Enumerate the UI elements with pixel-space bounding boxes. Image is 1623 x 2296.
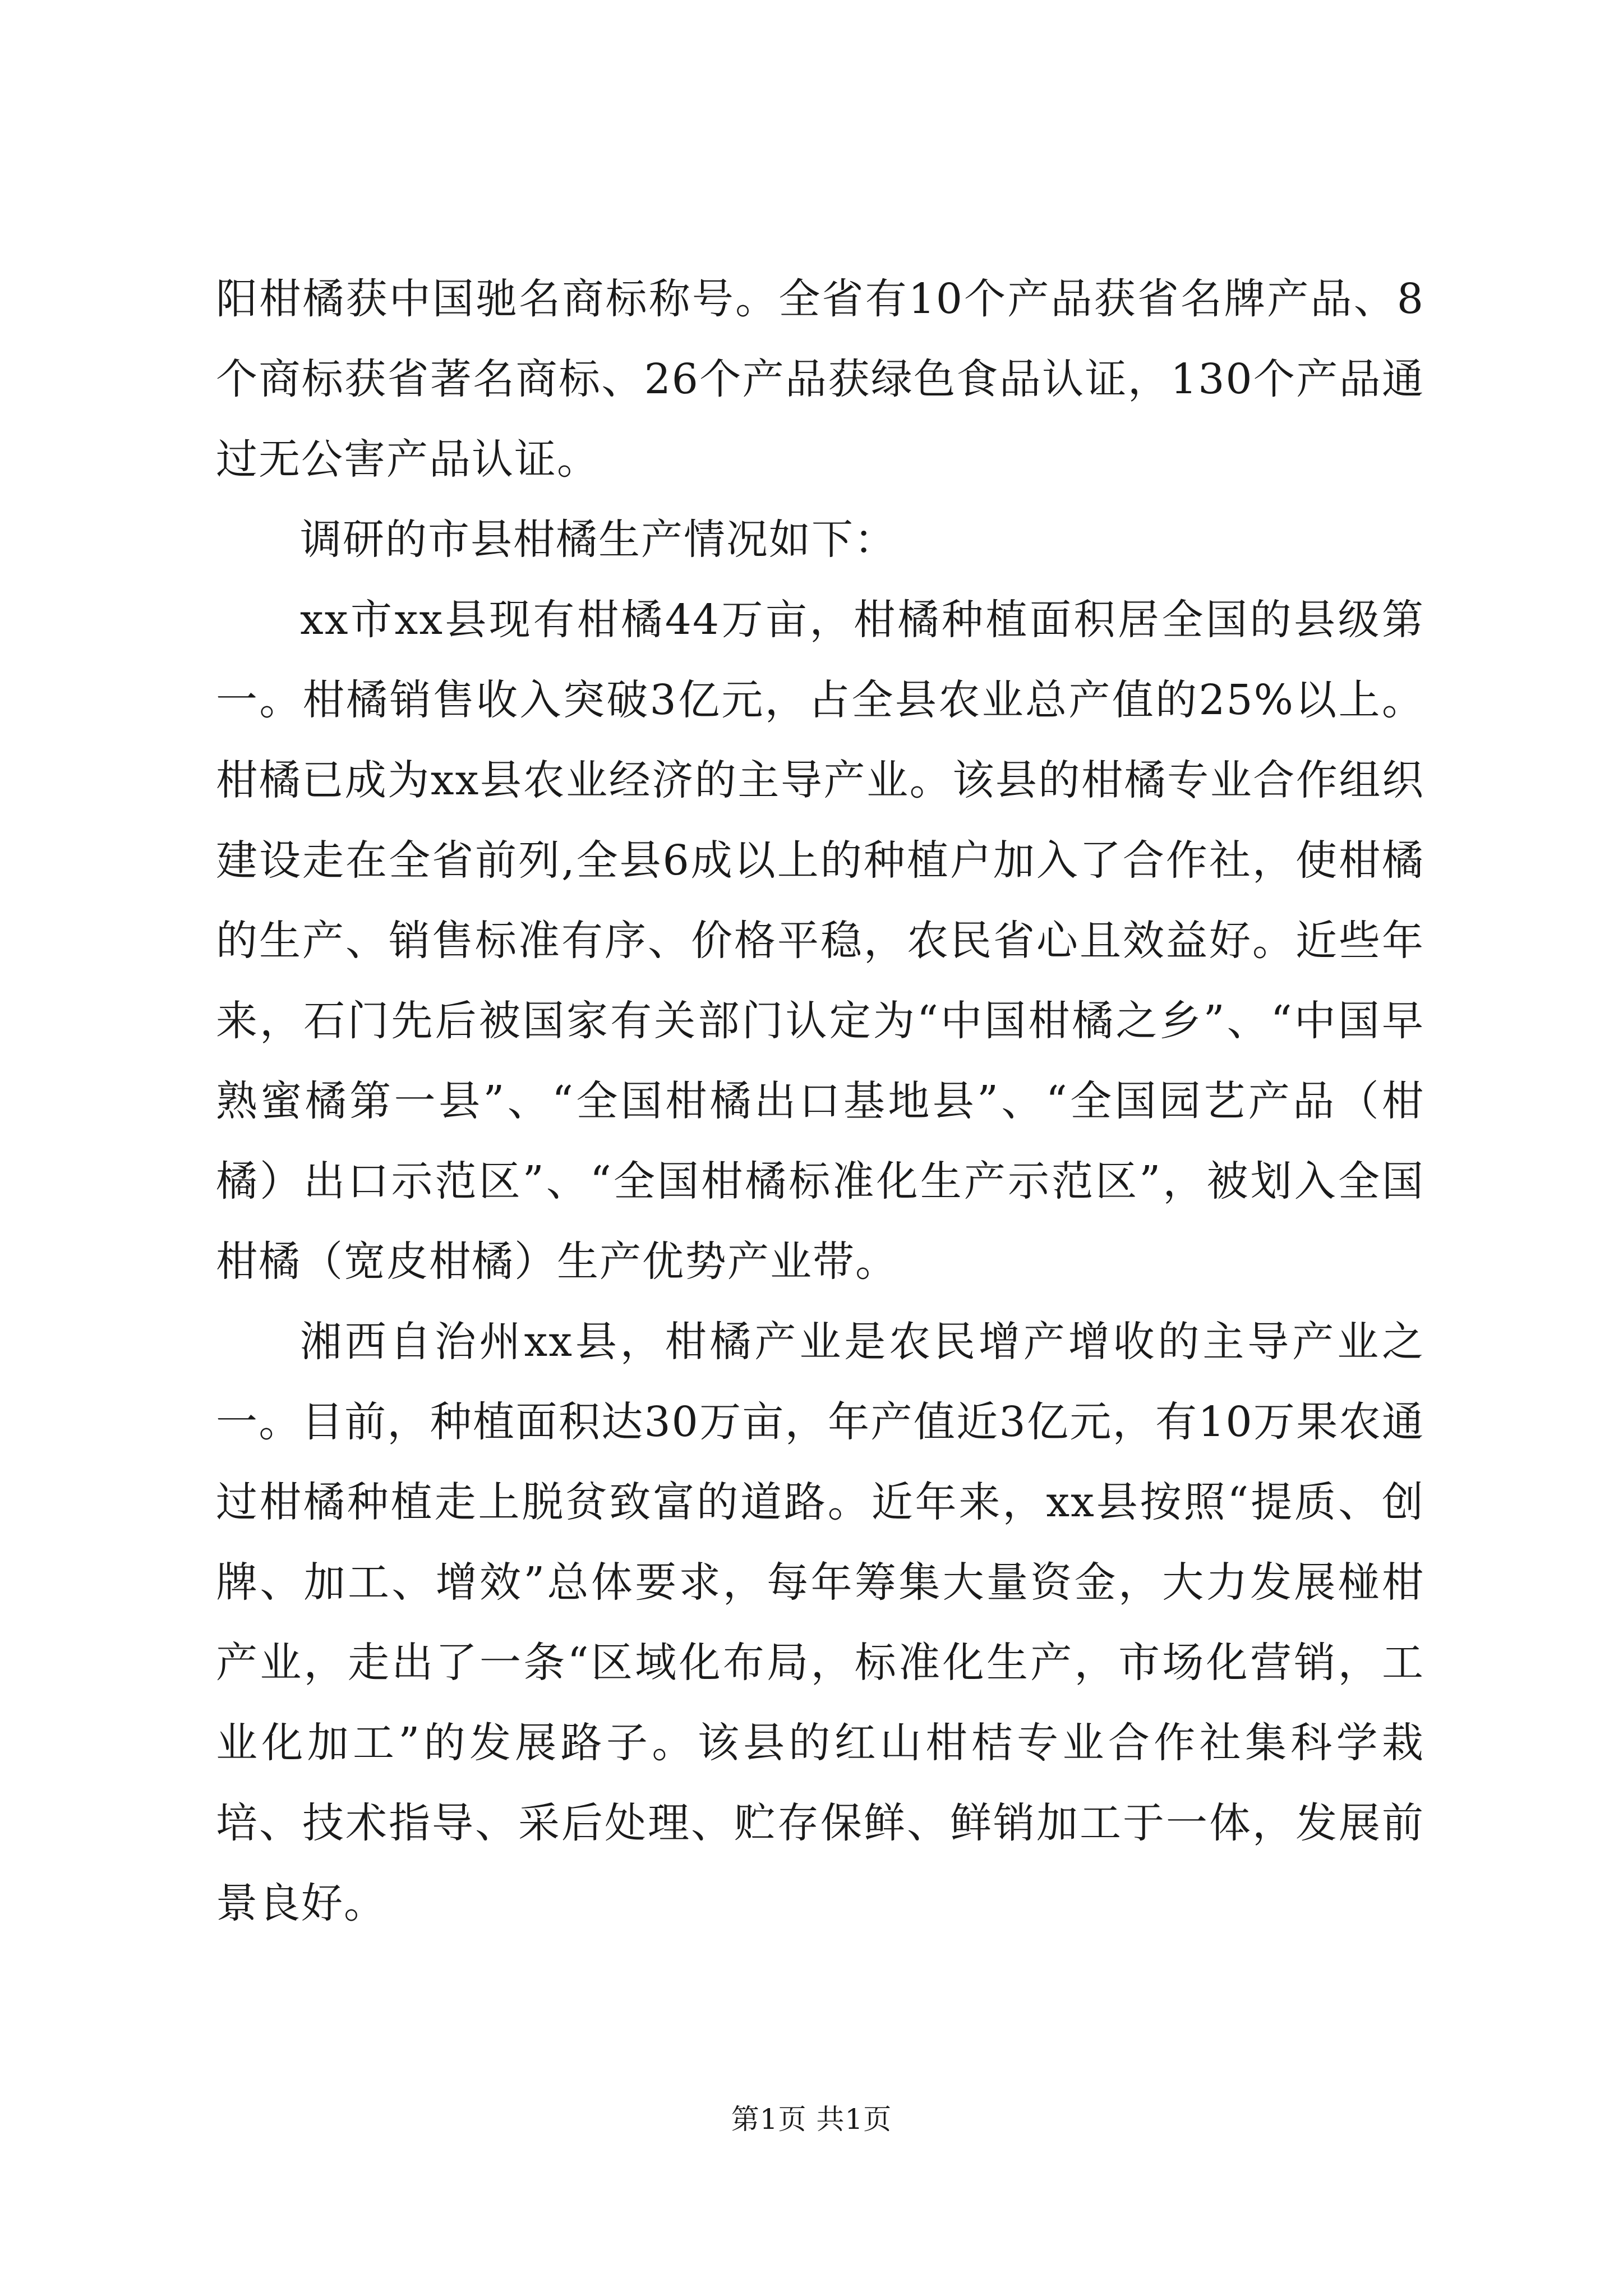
paragraph-4: 湘西自治州xx县，柑橘产业是农民增产增收的主导产业之一。目前，种植面积达30万亩，年产值近3亿元，有10万果农通过柑橘种植走上脱贫致富的道路。近年来，xx县按照“提质、创牌、加工、增效”总体要求，每年筹集大量资金，大力发展椪柑产业，走出了一条“区域化布局，标准化生产，市场化营销，工业化加工”的发展路子。该县的红山柑桔专业合作社集科学栽培、技术指导、采后处理、贮存保鲜、鲜销加工于一体，发展前景良好。 [216, 1318, 1424, 1927]
paragraph-2: 调研的市县柑橘生产情况如下： [300, 516, 897, 564]
paragraph-1: 阳柑橘获中国驰名商标称号。全省有10个产品获省名牌产品、8个商标获省著名商标、26个产品获绿色食品认证，130个产品通过无公害产品认证。 [216, 275, 1424, 484]
page-number-footer: 第1页 共1页 [731, 2103, 892, 2136]
paragraph-3: xx市xx县现有柑橘44万亩，柑橘种植面积居全国的县级第一。柑橘销售收入突破3亿元，占全县农业总产值的25%以上。柑橘已成为xx县农业经济的主导产业。该县的柑橘专业合作组织建设走在全省前列,全县6成以上的种植户加入了合作社，使柑橘的生产、销售标准有序、价格平稳，农民省心且效益好。近些年来，石门先后被国家有关部门认定为“中国柑橘之乡”、“中国早熟蜜橘第一县”、“全国柑橘出口基地县”、“全国园艺产品（柑橘）出口示范区”、“全国柑橘标准化生产示范区”，被划入全国柑橘（宽皮柑橘）生产优势产业带。 [216, 596, 1424, 1286]
document-body [216, 259, 1424, 1944]
